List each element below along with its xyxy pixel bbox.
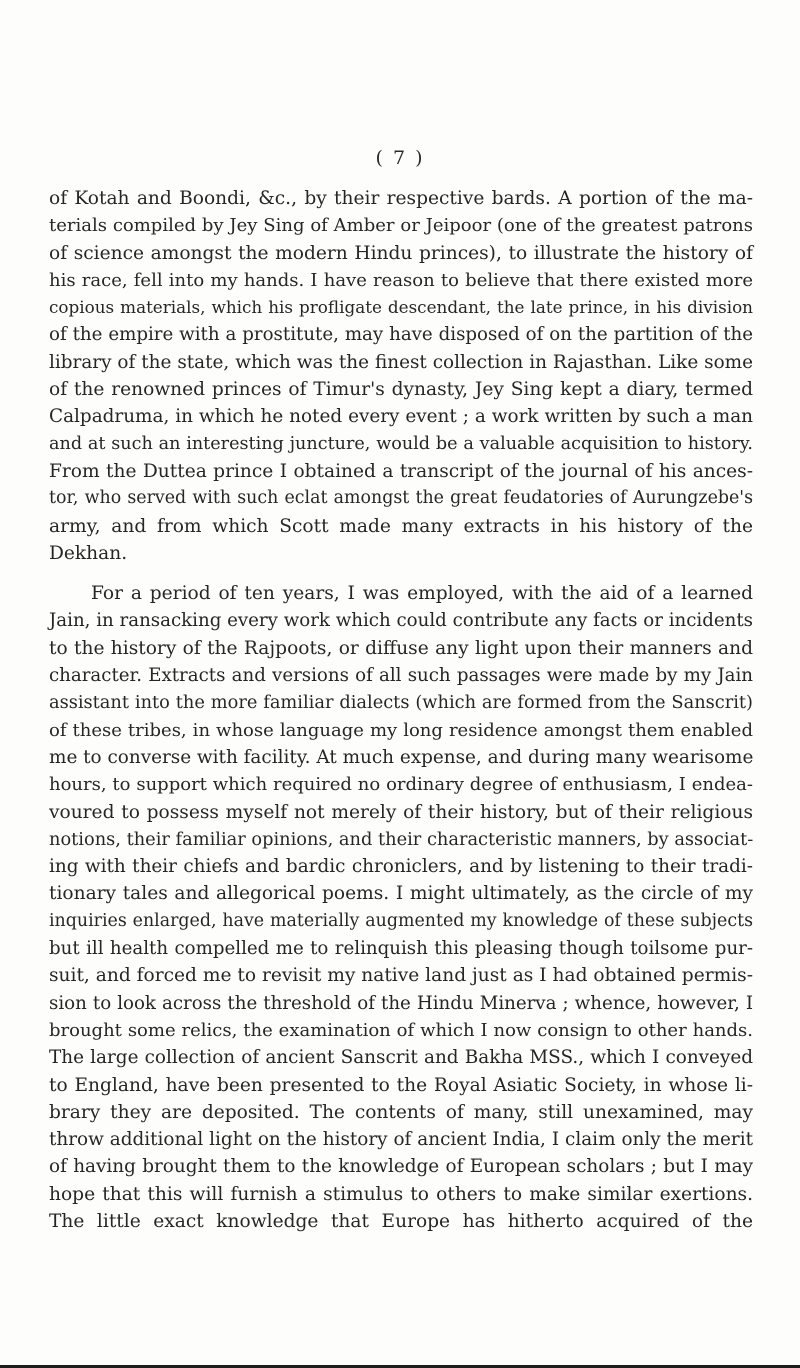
text-line: and at such an interesting juncture, would be a valuable acquisition to history. xyxy=(49,433,753,454)
text-line: brary they are deposited. The contents of many, still unexamined, may xyxy=(49,1101,753,1123)
text-line: Calpadruma, in which he noted every event ; a work written by such a man xyxy=(49,406,753,428)
page-number: ( 7 ) xyxy=(375,147,425,169)
text-line: of Kotah and Boondi, &c., by their respective bards. A portion of the ma- xyxy=(49,188,753,209)
text-line: library of the state, which was the finest collection in Rajasthan. Like some xyxy=(49,351,753,373)
text-line: of having brought them to the knowledge of European scholars ; but I may xyxy=(49,1156,753,1178)
text-line: suit, and forced me to revisit my native land just as I had obtained permis- xyxy=(49,965,753,987)
text-line: hope that this will furnish a stimulus to others to make similar exertions. xyxy=(49,1183,753,1205)
text-line: assistant into the more familiar dialects (which are formed from the Sanscrit) xyxy=(49,692,753,714)
text-line: of these tribes, in whose language my long residence amongst them enabled xyxy=(49,719,753,741)
text-line: hours, to support which required no ordinary degree of enthusiasm, I endea- xyxy=(49,774,753,796)
text-line: From the Duttea prince I obtained a transcript of the journal of his ances- xyxy=(49,460,753,482)
text-line: character. Extracts and versions of all such passages were made by my Jain xyxy=(49,665,753,687)
text-line: throw additional light on the history of ancient India, I claim only the merit xyxy=(49,1129,753,1151)
body-text xyxy=(49,185,753,1235)
text-line: of science amongst the modern Hindu princes), to illustrate the history of xyxy=(49,242,753,264)
text-line: inquiries enlarged, have materially augmented my knowledge of these subjects xyxy=(49,910,753,931)
text-line: to the history of the Rajpoots, or diffuse any light upon their manners and xyxy=(49,637,753,659)
text-line: brought some relics, the examination of which I now consign to other hands. xyxy=(49,1019,753,1041)
text-line: copious materials, which his profligate descendant, the late prince, in his division xyxy=(49,297,753,318)
text-line: notions, their familiar opinions, and their characteristic manners, by associat- xyxy=(49,828,754,850)
text-line: of the empire with a prostitute, may have disposed of on the partition of the xyxy=(49,324,753,346)
paragraph-1 xyxy=(49,185,753,567)
text-line: but ill health compelled me to relinquish this pleasing though toilsome pur- xyxy=(49,938,753,960)
text-line: terials compiled by Jey Sing of Amber or Jeipoor (one of the greatest patrons xyxy=(49,215,753,237)
text-line: ing with their chiefs and bardic chroniclers, and by listening to their tradi- xyxy=(49,856,753,878)
text-line: me to converse with facility. At much expense, and during many wearisome xyxy=(49,746,754,768)
text-line: The large collection of ancient Sanscrit and Bakha MSS., which I conveyed xyxy=(49,1047,753,1069)
text-line: The little exact knowledge that Europe has hitherto acquired of the xyxy=(49,1210,753,1232)
text-line: Jain, in ransacking every work which could contribute any facts or incidents xyxy=(49,610,753,632)
text-line: sion to look across the threshold of the Hindu Minerva ; whence, however, I xyxy=(49,992,753,1014)
text-line: tor, who served with such eclat amongst the great feudatories of Aurungzebe's xyxy=(49,488,753,509)
text-line: army, and from which Scott made many extracts in his history of the xyxy=(49,515,753,537)
text-line: For a period of ten years, I was employed, with the aid of a learned xyxy=(91,583,753,605)
text-line: tionary tales and allegorical poems. I might ultimately, as the circle of my xyxy=(49,883,753,905)
text-line: his race, fell into my hands. I have reason to believe that there existed more xyxy=(49,269,753,291)
text-line: voured to possess myself not merely of their history, but of their religious xyxy=(49,801,753,823)
text-line: to England, have been presented to the Royal Asiatic Society, in whose li- xyxy=(49,1074,753,1096)
text-line: of the renowned princes of Timur's dynasty, Jey Sing kept a diary, termed xyxy=(49,379,753,401)
paragraph-2 xyxy=(49,580,753,1235)
paragraph-spacer xyxy=(49,567,753,580)
text-line: Dekhan. xyxy=(49,542,128,564)
